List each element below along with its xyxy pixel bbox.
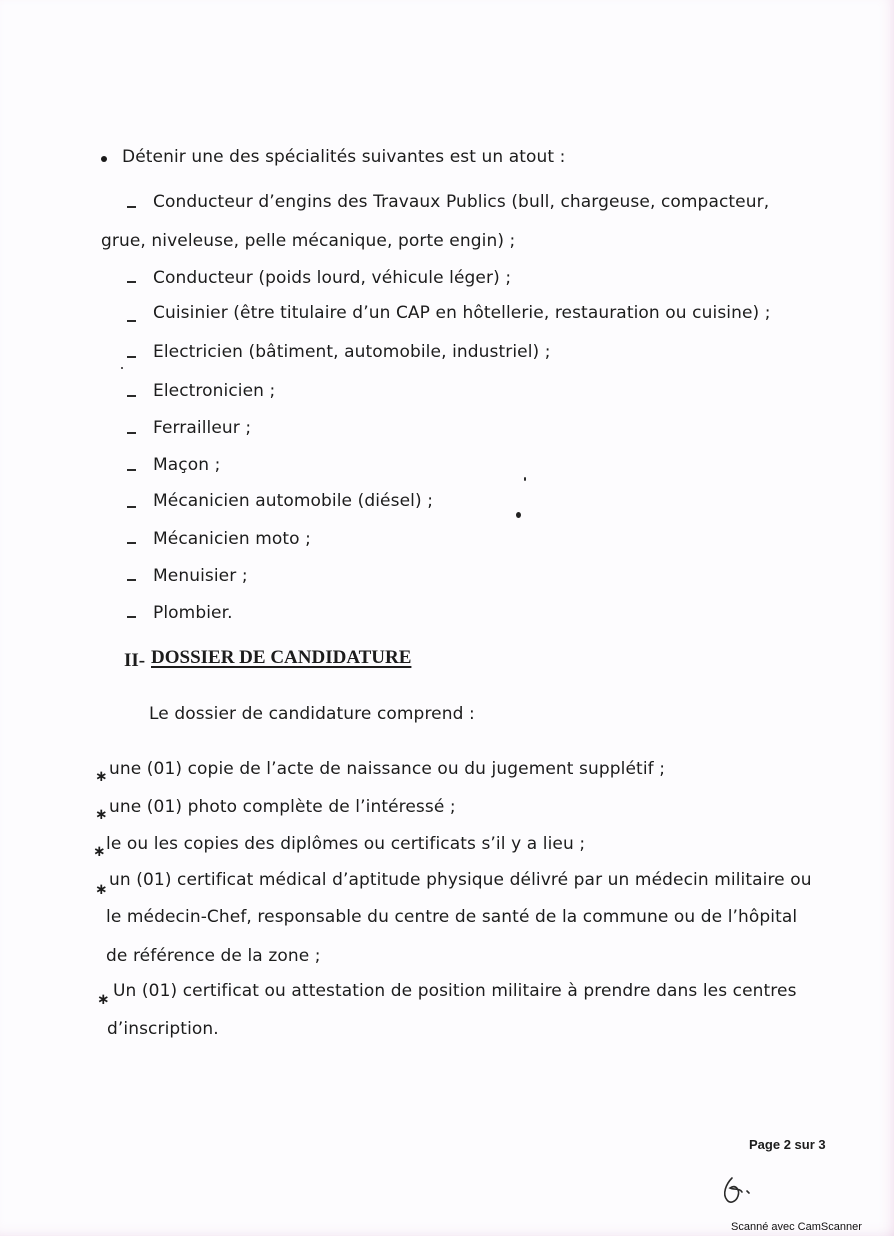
list-item: Maçon ;: [153, 455, 221, 475]
dash-icon: [127, 542, 136, 544]
list-item: Mécanicien automobile (diésel) ;: [153, 491, 434, 511]
piece-item-continuation: le médecin-Chef, responsable du centre de santé de la commune ou de l’hôpital: [106, 907, 798, 927]
scan-speck: [516, 512, 521, 518]
dash-icon: [127, 395, 136, 397]
piece-item: une (01) photo complète de l’intéressé ;: [109, 797, 456, 817]
piece-item: le ou les copies des diplômes ou certificats s’il y a lieu ;: [106, 834, 586, 854]
asterisk-icon: ∗: [93, 842, 106, 860]
intro-text: Détenir une des spécialités suivantes est un atout :: [122, 147, 566, 167]
list-item-continuation: grue, niveleuse, pelle mécanique, porte engin) ;: [101, 231, 516, 251]
piece-item: une (01) copie de l’acte de naissance ou du jugement supplétif ;: [109, 759, 666, 779]
dash-icon: [127, 469, 136, 471]
list-item: Electronicien ;: [153, 381, 276, 401]
dash-icon: [127, 320, 136, 322]
scan-speck: [121, 367, 123, 369]
scanner-footer: Scanné avec CamScanner: [731, 1221, 862, 1233]
list-item: Plombier.: [153, 603, 233, 623]
dash-icon: [127, 432, 136, 434]
asterisk-icon: ∗: [95, 805, 108, 823]
dash-icon: [127, 579, 136, 581]
page-middle: sur: [790, 1137, 819, 1152]
asterisk-icon: ∗: [97, 990, 110, 1008]
dash-icon: [127, 206, 136, 208]
dash-icon: [127, 356, 136, 358]
list-item: Conducteur (poids lourd, véhicule léger) ;: [153, 268, 512, 288]
page-prefix: Page: [749, 1137, 784, 1152]
signature-mark: [718, 1170, 758, 1210]
list-item: Cuisinier (être titulaire d’un CAP en hôtellerie, restauration ou cuisine) ;: [153, 303, 771, 323]
asterisk-icon: ∗: [95, 880, 108, 898]
list-item: Conducteur d’engins des Travaux Publics (bull, chargeuse, compacteur,: [153, 192, 770, 212]
list-item: Ferrailleur ;: [153, 418, 252, 438]
page-current: 2: [783, 1137, 791, 1152]
piece-item-continuation: d’inscription.: [107, 1019, 219, 1039]
page-total: 3: [818, 1137, 826, 1152]
piece-item-continuation: de référence de la zone ;: [106, 946, 321, 966]
list-item: Menuisier ;: [153, 566, 248, 586]
section-lead: Le dossier de candidature comprend :: [149, 704, 475, 724]
list-item: Mécanicien moto ;: [153, 529, 311, 549]
piece-item: un (01) certificat médical d’aptitude physique délivré par un médecin militaire ou: [109, 870, 812, 890]
dash-icon: [127, 616, 136, 618]
list-item: Electricien (bâtiment, automobile, industriel) ;: [153, 342, 551, 362]
dash-icon: [127, 506, 136, 508]
scan-speck: [524, 477, 526, 481]
section-number: II-: [124, 650, 146, 671]
section-title: DOSSIER DE CANDIDATURE: [151, 647, 412, 668]
asterisk-icon: ∗: [95, 767, 108, 785]
dash-icon: [127, 281, 136, 283]
piece-item: Un (01) certificat ou attestation de position militaire à prendre dans les centres: [113, 981, 797, 1001]
bullet-icon: [101, 156, 107, 162]
page-number: [749, 1137, 826, 1152]
